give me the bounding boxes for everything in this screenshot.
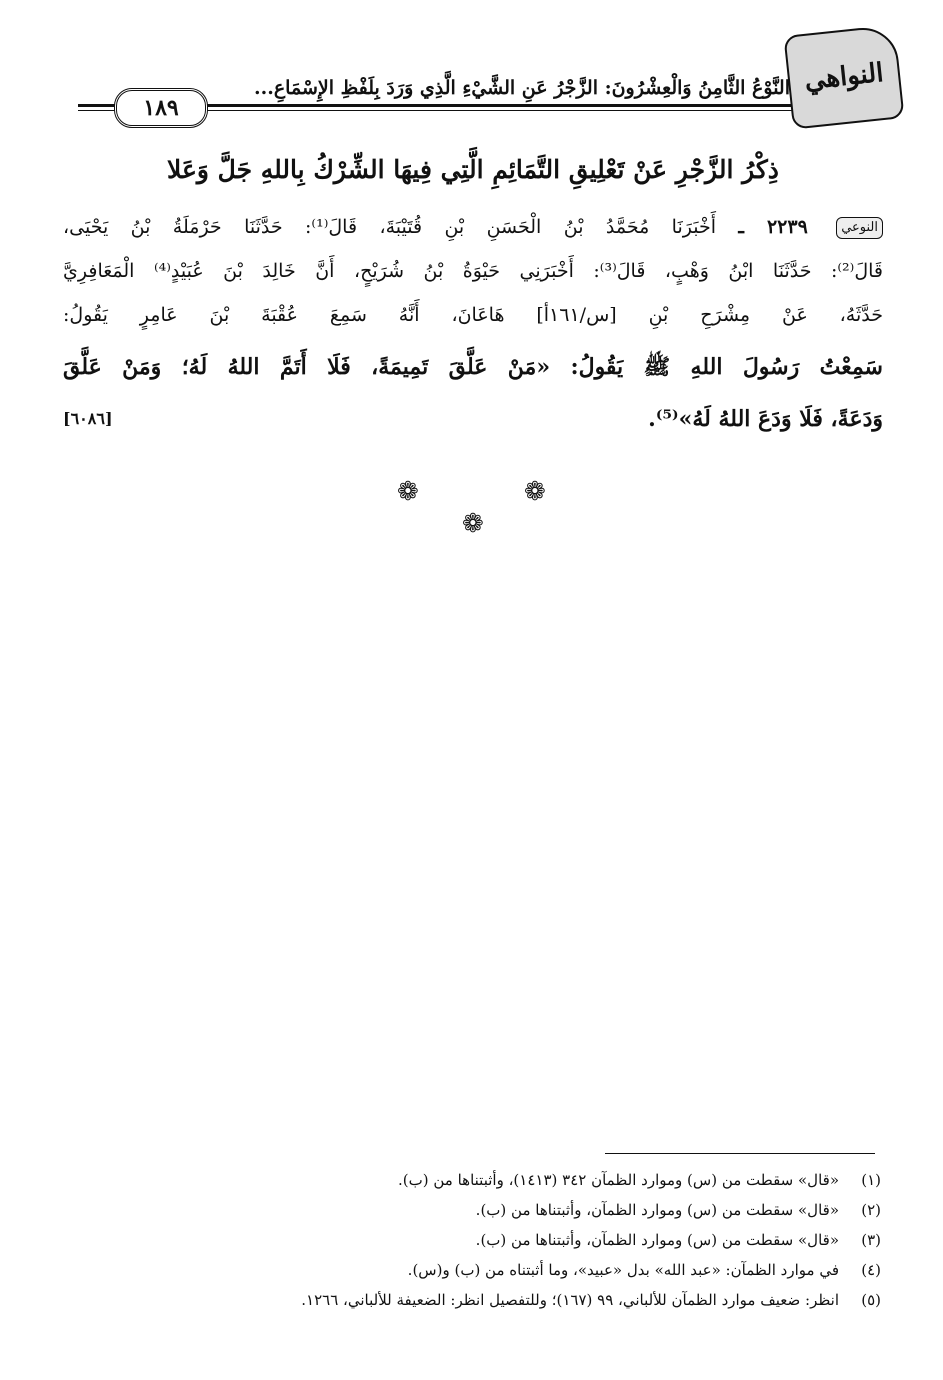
hadith-isnad-text: أَخْبَرَنَا مُحَمَّدُ بْنُ الْحَسَنِ بْنِ قُتَيْبَةَ، قَالَ⁽¹⁾: حَدَّثَنَا حَرْمَلَةُ بْنُ يَحْيَى، — [63, 216, 716, 238]
footnote — [81, 1285, 881, 1315]
footnote-text: «قال» سقطت من (س) وموارد الظمآن، وأثبتناها من (ب). — [475, 1201, 839, 1219]
hadith-matn-end: وَدَعَةً، فَلَا وَدَعَ اللهُ لَهُ»⁽⁵⁾. — [648, 406, 883, 432]
section-marker: النوعي — [836, 217, 883, 239]
hadith-reference: [٦٠٨٦] — [63, 409, 113, 428]
footnote-text: في موارد الظمآن: «عبد الله» بدل «عبيد»، وما أثبتناه من (ب) و(س). — [407, 1261, 839, 1279]
footnote-text: «قال» سقطت من (س) وموارد الظمآن، وأثبتناها من (ب). — [475, 1231, 839, 1249]
footnote — [81, 1255, 881, 1285]
hadith-line-1 — [63, 205, 883, 249]
footnote-text: «قال» سقطت من (س) وموارد الظمآن ٣٤٢ (١٤١٣)، وأثبتناها من (ب). — [398, 1171, 839, 1189]
footnote — [81, 1225, 881, 1255]
hadith-matn-line: سَمِعْتُ رَسُولَ اللهِ ﷺ يَقُولُ: «مَنْ عَلَّقَ تَمِيمَةً، فَلَا أَتَمَّ اللهُ لَهُ؛ وَمَنْ عَلَّقَ — [63, 354, 883, 380]
ornament-icon: ❁ — [524, 477, 546, 507]
footnote-number: (٢) — [861, 1201, 881, 1219]
page-number: ١٨٩ — [114, 88, 208, 128]
footnote — [81, 1165, 881, 1195]
footnote-text: انظر: ضعيف موارد الظمآن للألباني، ٩٩ (١٦٧)؛ وللتفصيل انظر: الضعيفة للألباني، ١٢٦٦. — [301, 1291, 839, 1309]
hadith-line-2: قَالَ⁽²⁾: حَدَّثَنَا ابْنُ وَهْبٍ، قَالَ⁽³⁾: أَخْبَرَنِي حَيْوَةُ بْنُ شُرَيْحٍ، أَنَّ خَالِدَ بْنَ عُبَيْدٍ⁽⁴⁾ الْمَعَافِرِيَّ — [63, 260, 883, 282]
footnotes — [81, 1165, 881, 1315]
hadith-line-3: حَدَّثَهُ، عَنْ مِشْرَحِ بْنِ [س/١٦١أ] هَاعَانَ، أَنَّهُ سَمِعَ عُقْبَةَ بْنَ عَامِرٍ يَقُولُ: — [63, 304, 883, 326]
hadith-body — [63, 205, 883, 441]
footnote-number: (٥) — [861, 1291, 881, 1309]
footnote-number: (٣) — [861, 1231, 881, 1249]
hadith-last-line — [63, 397, 883, 441]
footnote — [81, 1195, 881, 1225]
section-badge: النواهي — [783, 24, 904, 129]
footnote-separator — [605, 1153, 875, 1154]
running-head: النَّوْعُ الثَّامِنُ وَالْعِشْرُونَ: الزَّجْرُ عَنِ الشَّيْءِ الَّذِي وَرَدَ بِلَفْظِ الإِسْمَاعِ... — [253, 77, 790, 99]
page-header — [78, 30, 900, 130]
footnote-number: (١) — [861, 1171, 881, 1189]
hadith-number: ٢٢٣٩ ـ — [738, 216, 808, 238]
chapter-title: ذِكْرُ الزَّجْرِ عَنْ تَعْلِيقِ التَّمَائِمِ الَّتِي فِيهَا الشِّرْكُ بِاللهِ جَلَّ وَعَلا — [167, 155, 779, 184]
ornament-icon: ❁ — [397, 477, 419, 507]
ornament-icon: ❁ — [462, 509, 484, 539]
footnote-number: (٤) — [861, 1261, 881, 1279]
